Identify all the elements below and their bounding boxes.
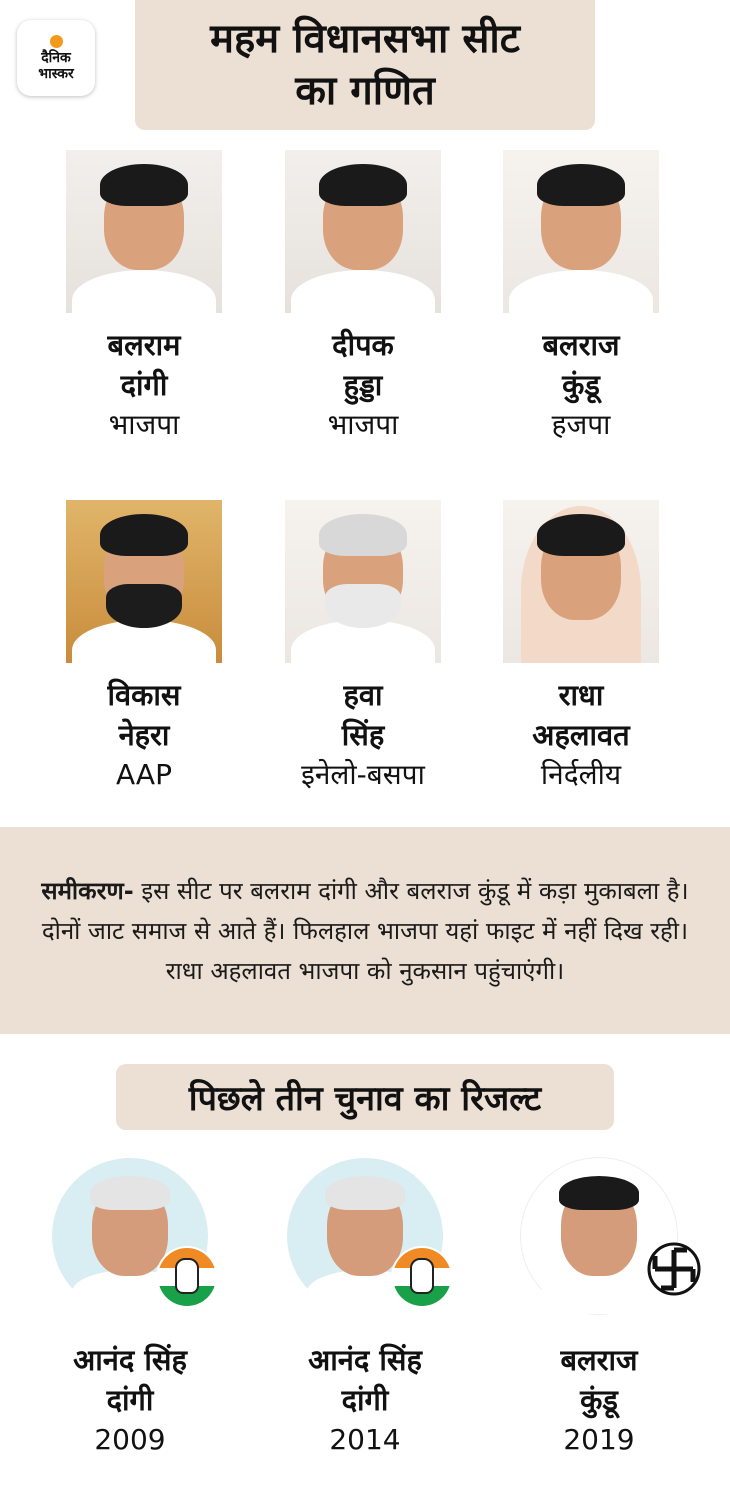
equation-text [35,871,695,991]
candidate-party: इनेलो-बसपा [301,758,425,791]
election-year: 2014 [329,1423,401,1456]
candidate-last-name: कुंडू [562,368,600,402]
congress-hand-icon [393,1248,451,1306]
candidate-first-name: बलराम [107,328,181,362]
candidate-last-name: सिंह [341,718,385,752]
candidate-card [472,150,690,445]
candidate-photo [66,150,222,313]
past-result-card [15,1158,245,1460]
winner-first-name: आनंद सिंह [73,1343,187,1377]
winner-first-name: बलराज [560,1343,638,1377]
election-year: 2009 [94,1423,166,1456]
winner-last-name: कुंडू [580,1383,618,1417]
equation-body: इस सीट पर बलराम दांगी और बलराज कुंडू में कड़ा मुकाबला है। दोनों जाट समाज से आते हैं। फिलहाल भाजपा यहां फाइट में नहीं दिख रही। राधा अहलावत भाजपा को नुकसान पहुंचाएंगी। [41,876,689,985]
candidate-card [254,500,472,795]
winner-last-name: दांगी [341,1383,389,1417]
candidate-card [254,150,472,445]
candidate-party: हजपा [551,408,611,441]
candidate-first-name: राधा [558,678,604,712]
candidate-card [35,500,253,795]
results-heading: पिछले तीन चुनाव का रिजल्ट [188,1079,542,1119]
candidate-photo [285,150,441,313]
title-line1: महम विधानसभा सीट [210,16,520,62]
candidate-card [472,500,690,795]
candidate-last-name: नेहरा [118,718,170,752]
swastika-symbol-icon [647,1242,701,1296]
dainik-bhaskar-logo [17,20,95,96]
winner-photo [287,1158,443,1314]
candidate-party: निर्दलीय [540,758,622,791]
candidate-last-name: दांगी [120,368,168,402]
logo-line2: भास्कर [38,65,74,82]
candidate-photo [503,150,659,313]
candidate-first-name: हवा [343,678,383,712]
candidate-first-name: विकास [107,678,181,712]
equation-box [0,827,730,1034]
logo-line1: दैनिक [41,49,71,66]
winner-first-name: आनंद सिंह [308,1343,422,1377]
winner-photo [521,1158,677,1314]
election-year: 2019 [563,1423,635,1456]
candidate-first-name: बलराज [542,328,620,362]
candidate-last-name: अहलावत [532,718,630,752]
candidate-card [35,150,253,445]
candidate-photo [503,500,659,663]
candidate-party: भाजपा [108,408,180,441]
candidate-party: AAP [116,758,172,791]
page-title [135,0,595,130]
past-result-card [484,1158,714,1460]
past-result-card [250,1158,480,1460]
equation-label: समीकरण- [41,876,134,905]
candidate-last-name: हुड्डा [343,368,383,402]
candidate-photo [285,500,441,663]
candidate-party: भाजपा [327,408,399,441]
logo-dot-icon [50,35,63,48]
congress-hand-icon [158,1248,216,1306]
results-heading-box [116,1064,614,1130]
winner-photo [52,1158,208,1314]
candidate-first-name: दीपक [332,328,394,362]
candidate-photo [66,500,222,663]
title-line2: का गणित [295,68,435,114]
winner-last-name: दांगी [106,1383,154,1417]
